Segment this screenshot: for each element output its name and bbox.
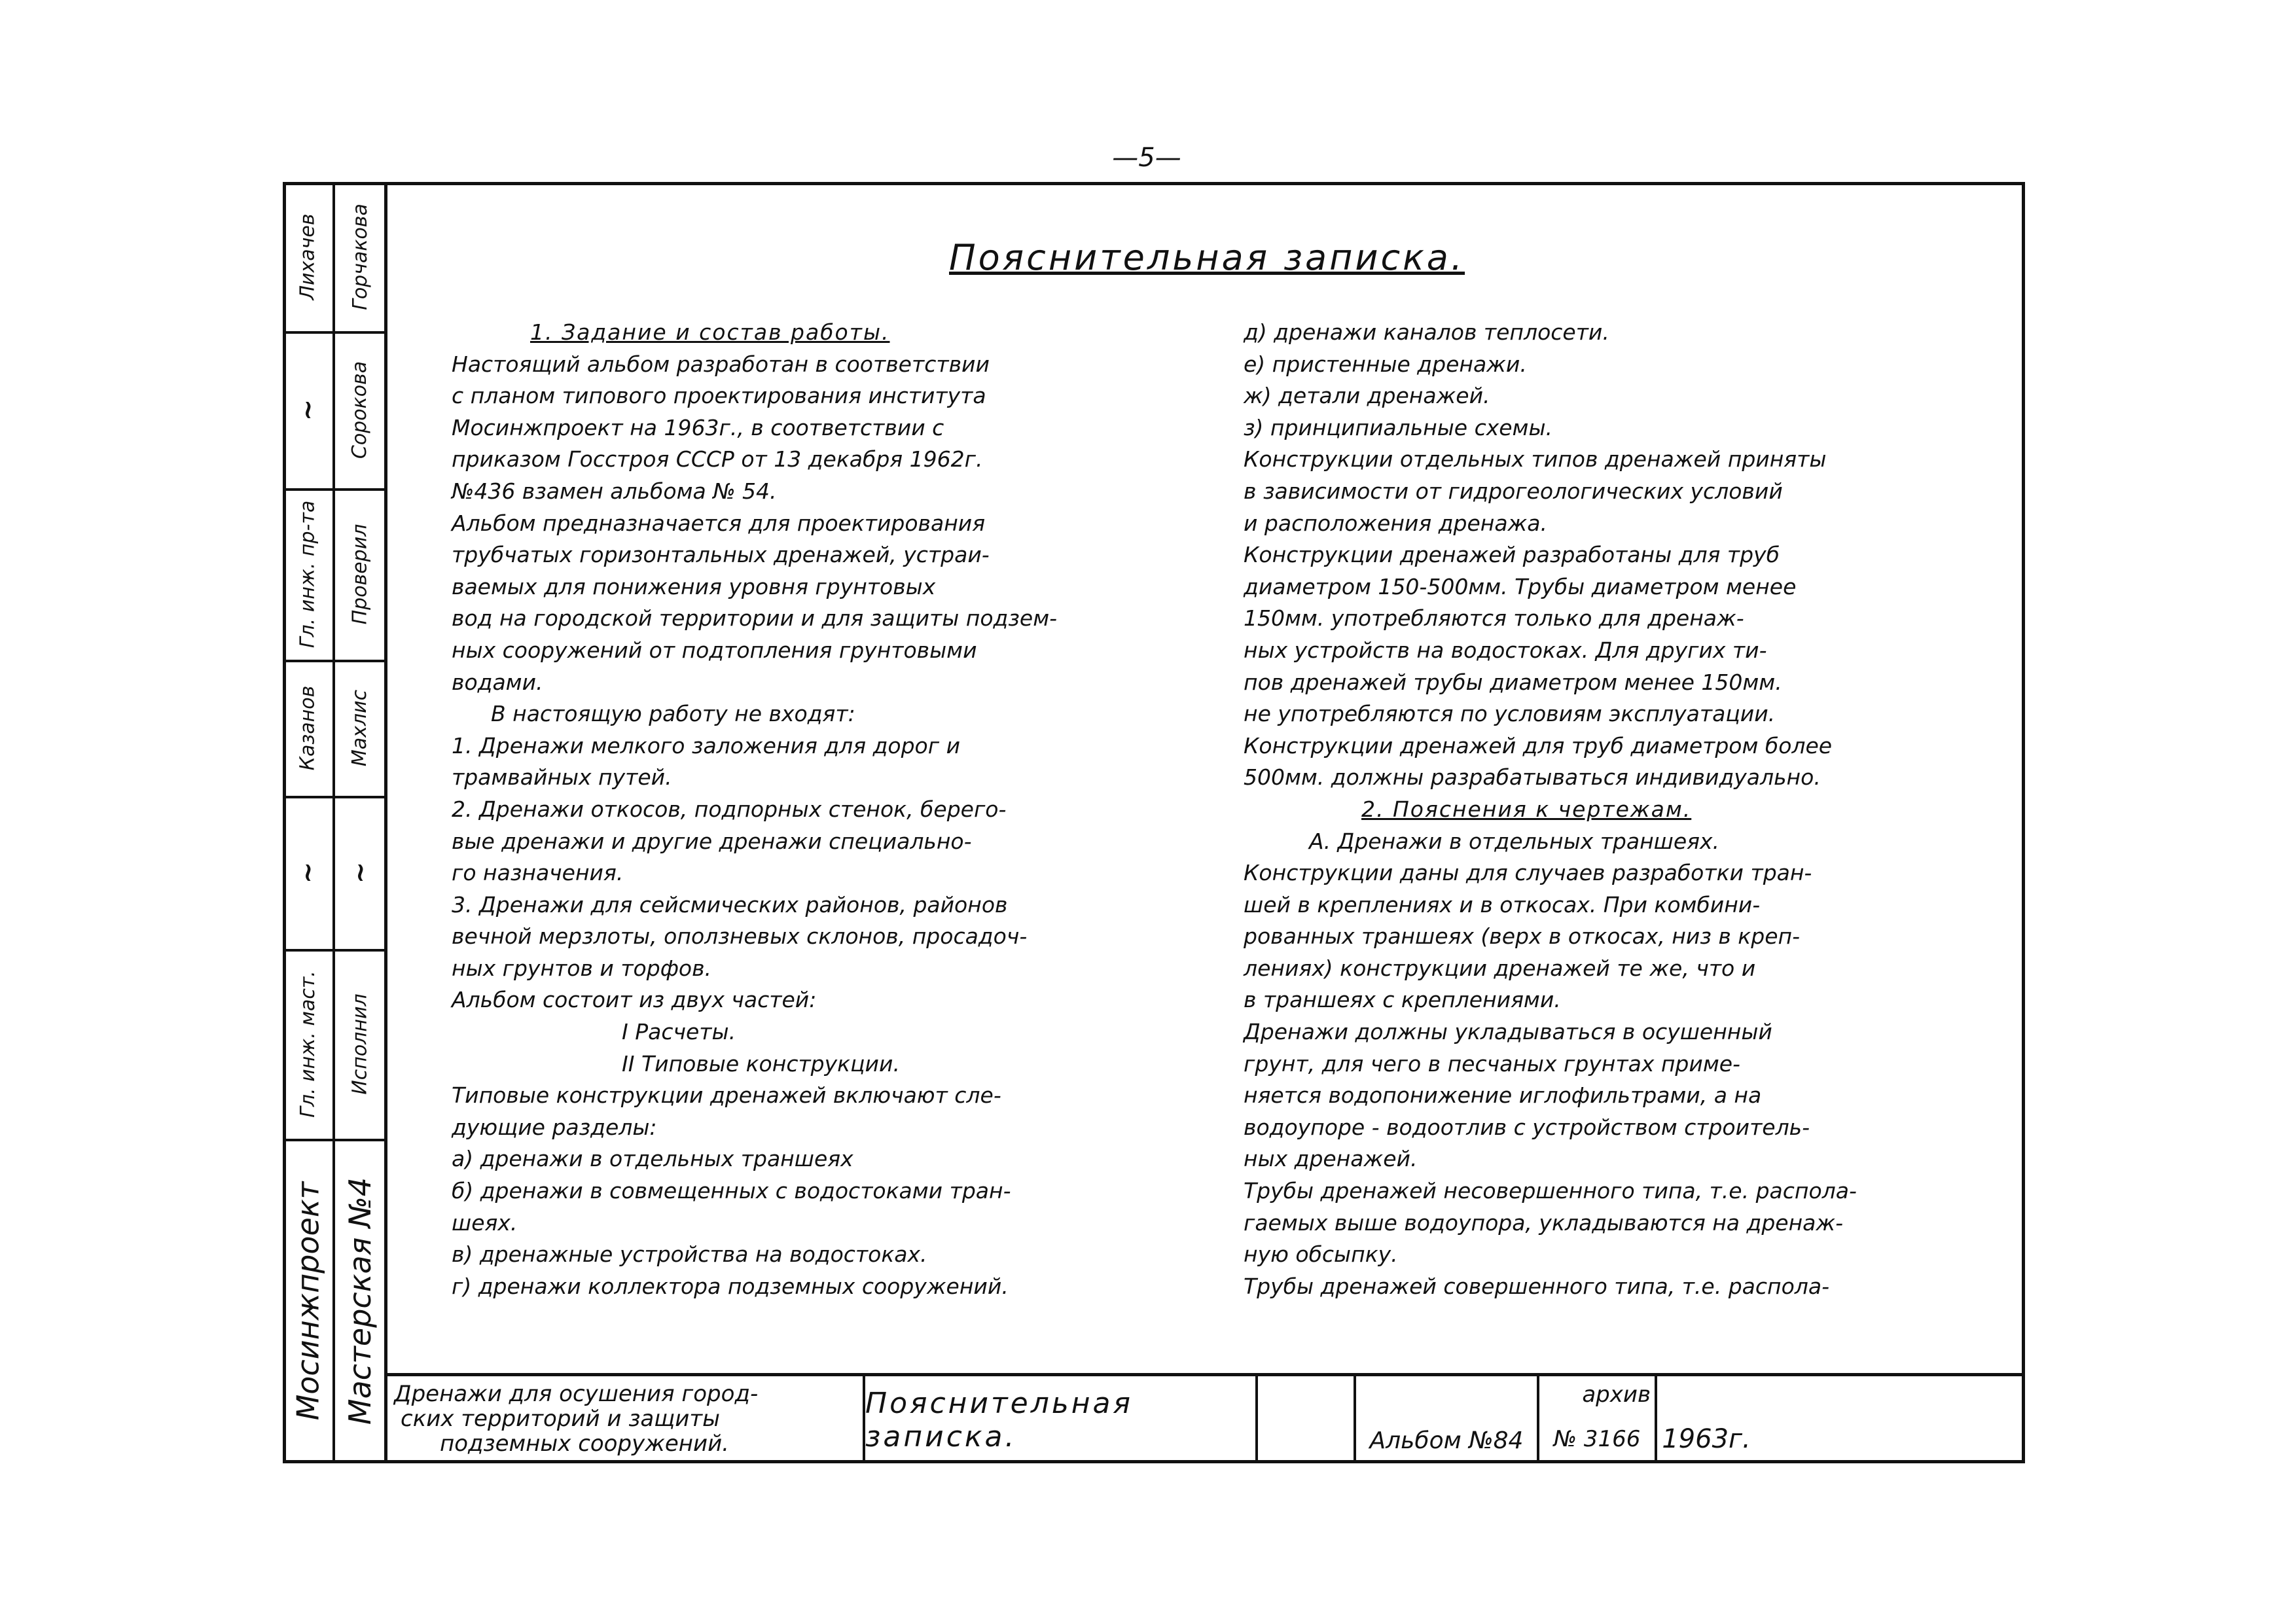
signature-cell: [283, 796, 332, 949]
stamp-album-number: Альбом №84: [1369, 1427, 1524, 1454]
stamp-sheet-title-cell: [865, 1376, 1258, 1463]
text-line: рованных траншеях (верх в откосах, низ в креп-: [1244, 923, 1800, 950]
text-line: Конструкции дренажей для труб диаметром более: [1244, 732, 1833, 758]
stamp-empty-cell: [1258, 1376, 1356, 1463]
text-line: №436 взамен альбома № 54.: [452, 478, 777, 504]
chief-engineer-workshop-label: Гл. инж. маст.: [296, 970, 319, 1118]
page-number: —5—: [1112, 143, 1181, 173]
text-line: приказом Госстроя СССР от 13 декабря 1962г.: [452, 446, 983, 473]
workshop-cell: [335, 1139, 385, 1463]
stamp-subject-line: Дренажи для осушения город-: [394, 1381, 759, 1407]
text-line: з) принципиальные схемы.: [1244, 414, 1552, 440]
text-line: Конструкции даны для случаев разработки тран-: [1244, 860, 1812, 886]
executed-by-cell: [335, 949, 385, 1139]
text-line: ных устройств на водостоках. Для других ти-: [1244, 637, 1767, 663]
text-line: не употребляются по условиям эксплуатации.: [1244, 701, 1776, 727]
text-line: Трубы дренажей несовершенного типа, т.е. распола-: [1244, 1178, 1857, 1204]
text-line: в) дренажные устройства на водостоках.: [452, 1241, 927, 1268]
text-line: в зависимости от гидрогеологических условий: [1244, 478, 1783, 504]
signature-cell: [335, 796, 385, 949]
text-line: водами.: [452, 669, 543, 695]
text-line: пов дренажей трубы диаметром менее 150мм.: [1244, 669, 1782, 695]
surname-sorokova: Сорокова: [348, 361, 372, 459]
section-heading: 1. Задание и состав работы.: [530, 319, 890, 345]
text-line: няется водопонижение иглофильтрами, а на: [1244, 1082, 1762, 1109]
text-line: гаемых выше водоупора, укладываются на дренаж-: [1244, 1209, 1844, 1236]
text-line: вые дренажи и другие дренажи специально-: [452, 828, 972, 854]
text-line: г) дренажи коллектора подземных сооружений.: [452, 1273, 1009, 1299]
stamp-subject-line: подземных сооружений.: [440, 1431, 729, 1457]
text-line: с планом типового проектирования института: [452, 383, 986, 409]
stamp-subject-line: ских территорий и защиты: [401, 1406, 721, 1432]
stamp-album-cell: [1356, 1376, 1539, 1463]
surname-cell: [283, 182, 332, 331]
workshop-name: Мастерская №4: [342, 1177, 378, 1425]
stamp-archive-cell: [1539, 1376, 1657, 1463]
text-line: лениях) конструкции дренажей те же, что и: [1244, 955, 1756, 981]
chief-engineer-project-label: Гл. инж. пр-та: [296, 500, 319, 648]
text-line: В настоящую работу не входят:: [491, 701, 855, 727]
text-line: вод на городской территории и для защиты подзем-: [452, 605, 1058, 632]
left-text-column: [452, 317, 1204, 1302]
text-line: Альбом состоит из двух частей:: [452, 987, 817, 1013]
text-line: го назначения.: [452, 860, 624, 886]
text-line: и расположения дренажа.: [1244, 510, 1547, 536]
text-line: трубчатых горизонтальных дренажей, устраи-: [452, 542, 990, 568]
text-line: е) пристенные дренажи.: [1244, 351, 1527, 377]
text-line: грунт, для чего в песчаных грунтах приме-: [1244, 1050, 1740, 1077]
surname-cell: [283, 660, 332, 796]
text-line: 500мм. должны разрабатываться индивидуально.: [1244, 764, 1821, 791]
stamp-archive-number: № 3166: [1553, 1426, 1641, 1452]
organization-name: Мосинжпроект: [290, 1181, 325, 1421]
surname-gorchakova: Горчакова: [348, 203, 372, 310]
signature-mark: ~: [292, 861, 323, 883]
text-line: 3. Дренажи для сейсмических районов, районов: [452, 891, 1008, 918]
text-line: Дренажи должны укладываться в осушенный: [1244, 1019, 1772, 1045]
text-line: Трубы дренажей совершенного типа, т.е. распола-: [1244, 1273, 1829, 1299]
text-line: Конструкции дренажей разработаны для труб: [1244, 542, 1780, 568]
text-line: 150мм. употребляются только для дренаж-: [1244, 605, 1744, 632]
surname-kazanov: Казанов: [296, 685, 319, 770]
signature-cell: [283, 331, 332, 488]
text-line: б) дренажи в совмещенных с водостоками тран-: [452, 1178, 1011, 1204]
text-line: ную обсыпку.: [1244, 1241, 1398, 1268]
text-line: Типовые конструкции дренажей включают сле-: [452, 1082, 1001, 1109]
text-line: 1. Дренажи мелкого заложения для дорог и: [452, 732, 961, 758]
organization-cell: [283, 1139, 332, 1463]
section-heading: 2. Пояснения к чертежам.: [1361, 796, 1692, 822]
text-line: Настоящий альбом разработан в соответствии: [452, 351, 990, 377]
right-text-column: [1244, 317, 1983, 1302]
text-line: а) дренажи в отдельных траншеях: [452, 1146, 853, 1172]
stamp-year: 1963г.: [1662, 1424, 1751, 1454]
text-line: ж) детали дренажей.: [1244, 383, 1490, 409]
text-line: ных дренажей.: [1244, 1146, 1418, 1172]
stamp-archive-label: архив: [1582, 1382, 1651, 1408]
text-line: 2. Дренажи откосов, подпорных стенок, берего-: [452, 796, 1007, 822]
surname-likhachev: Лихачев: [296, 213, 319, 300]
text-line: водоупоре - водоотлив с устройством строитель-: [1244, 1114, 1810, 1140]
text-line: трамвайных путей.: [452, 764, 672, 791]
text-line: вечной мерзлоты, оползневых склонов, просадоч-: [452, 923, 1028, 950]
text-line: Конструкции отдельных типов дренажей приняты: [1244, 446, 1827, 473]
text-line: диаметром 150-500мм. Трубы диаметром менее: [1244, 573, 1797, 599]
checked-by-label: Проверил: [348, 524, 372, 624]
title-block-stamp: [387, 1373, 2025, 1463]
surname-makhlis: Махлис: [348, 689, 372, 766]
text-line: ных сооружений от подтопления грунтовыми: [452, 637, 977, 663]
surname-cell: [335, 182, 385, 331]
text-line: Альбом предназначается для проектирования: [452, 510, 986, 536]
text-line: ваемых для понижения уровня грунтовых: [452, 573, 936, 599]
executed-by-label: Исполнил: [348, 993, 372, 1095]
chief-engineer-workshop-cell: [283, 949, 332, 1139]
text-line: дующие разделы:: [452, 1114, 657, 1140]
signature-mark: ~: [344, 861, 376, 883]
text-line: в траншеях с креплениями.: [1244, 987, 1561, 1013]
surname-cell: [335, 660, 385, 796]
text-line: шеях.: [452, 1209, 518, 1236]
stamp-sheet-title: Пояснительная записка.: [865, 1386, 1133, 1454]
text-line: II Типовые конструкции.: [622, 1050, 900, 1077]
text-line: ных грунтов и торфов.: [452, 955, 712, 981]
text-line: д) дренажи каналов теплосети.: [1244, 319, 1609, 345]
chief-engineer-project-cell: [283, 488, 332, 660]
text-line: Мосинжпроект на 1963г., в соответствии с: [452, 414, 944, 440]
document-title: Пояснительная записка.: [949, 237, 1465, 278]
signature-mark: ~: [292, 399, 323, 421]
text-line: шей в креплениях и в откосах. При комбини-: [1244, 891, 1761, 918]
text-line: I Расчеты.: [622, 1019, 736, 1045]
text-line: А. Дренажи в отдельных траншеях.: [1309, 828, 1720, 854]
side-title-block: [283, 182, 387, 1463]
surname-cell: [335, 331, 385, 488]
stamp-subject-cell: [387, 1376, 865, 1463]
checked-by-cell: [335, 488, 385, 660]
stamp-year-cell: [1657, 1376, 1755, 1463]
